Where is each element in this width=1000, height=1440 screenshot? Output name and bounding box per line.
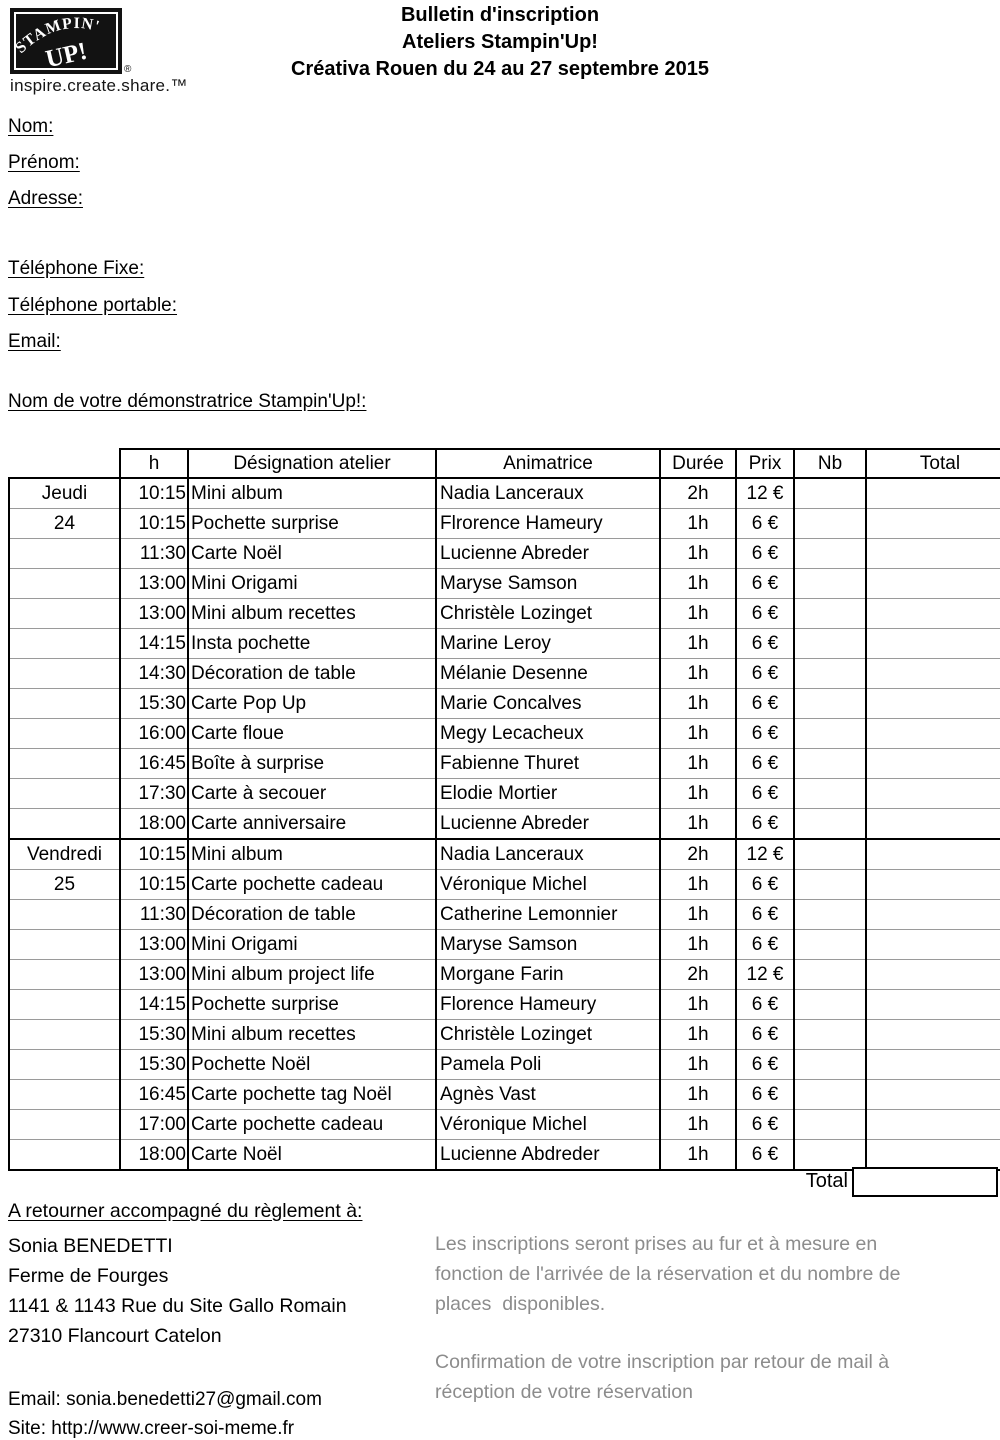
address-line: 27310 Flancourt Catelon [8, 1325, 222, 1347]
duration-cell: 1h [660, 1140, 736, 1171]
duration-cell: 1h [660, 779, 736, 809]
time-cell: 14:15 [120, 990, 188, 1020]
nb-cell[interactable] [794, 1110, 866, 1140]
nb-cell[interactable] [794, 509, 866, 539]
animator-cell: Véronique Michel [436, 870, 660, 900]
time-cell: 15:30 [120, 689, 188, 719]
workshop-cell: Mini Origami [188, 930, 436, 960]
workshop-cell: Boîte à surprise [188, 749, 436, 779]
total-cell[interactable] [866, 749, 1000, 779]
nb-cell[interactable] [794, 599, 866, 629]
nb-cell[interactable] [794, 629, 866, 659]
total-cell[interactable] [866, 960, 1000, 990]
form-field-label: Prénom: [8, 152, 80, 173]
day-cell [9, 539, 120, 569]
form-field-label: Nom: [8, 116, 54, 137]
time-cell: 18:00 [120, 809, 188, 840]
total-value-box[interactable] [852, 1167, 998, 1197]
animator-cell: Lucienne Abreder [436, 809, 660, 840]
time-cell: 17:00 [120, 1110, 188, 1140]
workshop-cell: Mini album [188, 839, 436, 870]
document-title [0, 2, 1000, 83]
nb-cell[interactable] [794, 569, 866, 599]
address-line: Sonia BENEDETTI [8, 1235, 173, 1257]
time-cell: 18:00 [120, 1140, 188, 1171]
price-cell: 12 € [736, 478, 794, 509]
workshop-cell: Carte pochette cadeau [188, 870, 436, 900]
column-header: h [120, 449, 188, 478]
day-column-header [9, 449, 120, 478]
workshop-cell: Décoration de table [188, 659, 436, 689]
nb-cell[interactable] [794, 960, 866, 990]
title-line: Ateliers Stampin'Up! [402, 31, 598, 53]
total-cell[interactable] [866, 689, 1000, 719]
day-cell [9, 1140, 120, 1171]
return-instructions-heading: A retourner accompagné du règlement à: [8, 1200, 363, 1222]
time-cell: 17:30 [120, 779, 188, 809]
price-cell: 6 € [736, 930, 794, 960]
time-cell: 10:15 [120, 478, 188, 509]
price-cell: 6 € [736, 719, 794, 749]
total-cell[interactable] [866, 779, 1000, 809]
total-cell[interactable] [866, 509, 1000, 539]
column-header: Désignation atelier [188, 449, 436, 478]
workshop-row [9, 900, 1000, 930]
workshop-row [9, 599, 1000, 629]
nb-cell[interactable] [794, 900, 866, 930]
workshop-cell: Mini album recettes [188, 1020, 436, 1050]
workshop-schedule-table [8, 448, 1000, 1171]
price-cell: 6 € [736, 1140, 794, 1171]
workshop-row [9, 569, 1000, 599]
day-cell [9, 689, 120, 719]
title-line: Créativa Rouen du 24 au 27 septembre 2015 [291, 58, 709, 80]
return-address [8, 1231, 347, 1351]
total-cell[interactable] [866, 539, 1000, 569]
nb-cell[interactable] [794, 478, 866, 509]
workshop-cell: Mini album project life [188, 960, 436, 990]
duration-cell: 1h [660, 930, 736, 960]
note-paragraph: Les inscriptions seront prises au fur et à mesure en fonction de l'arrivée de la réservation et du nombre de places disponibles. [435, 1233, 906, 1315]
workshop-row [9, 960, 1000, 990]
total-cell[interactable] [866, 659, 1000, 689]
workshop-row [9, 990, 1000, 1020]
column-header: Animatrice [436, 449, 660, 478]
duration-cell: 1h [660, 509, 736, 539]
nb-cell[interactable] [794, 839, 866, 870]
workshop-row [9, 1080, 1000, 1110]
workshop-cell: Pochette surprise [188, 509, 436, 539]
price-cell: 6 € [736, 1110, 794, 1140]
time-cell: 13:00 [120, 569, 188, 599]
nb-cell[interactable] [794, 659, 866, 689]
workshop-cell: Mini album [188, 478, 436, 509]
price-cell: 6 € [736, 689, 794, 719]
time-cell: 16:45 [120, 749, 188, 779]
time-cell: 15:30 [120, 1020, 188, 1050]
duration-cell: 1h [660, 599, 736, 629]
duration-cell: 1h [660, 629, 736, 659]
workshop-cell: Carte pochette cadeau [188, 1110, 436, 1140]
animator-cell: Maryse Samson [436, 930, 660, 960]
nb-cell[interactable] [794, 749, 866, 779]
animator-cell: Nadia Lanceraux [436, 478, 660, 509]
price-cell: 6 € [736, 1020, 794, 1050]
table-body [9, 478, 1000, 1170]
time-cell: 16:00 [120, 719, 188, 749]
time-cell: 13:00 [120, 960, 188, 990]
time-cell: 14:30 [120, 659, 188, 689]
column-header: Durée [660, 449, 736, 478]
workshop-row [9, 719, 1000, 749]
price-cell: 6 € [736, 779, 794, 809]
animator-cell: Véronique Michel [436, 1110, 660, 1140]
day-cell [9, 1110, 120, 1140]
total-cell[interactable] [866, 870, 1000, 900]
time-cell: 13:00 [120, 599, 188, 629]
nb-cell[interactable] [794, 1050, 866, 1080]
total-cell[interactable] [866, 1110, 1000, 1140]
nb-cell[interactable] [794, 1140, 866, 1171]
animator-cell: Pamela Poli [436, 1050, 660, 1080]
workshop-cell: Carte floue [188, 719, 436, 749]
workshop-cell: Insta pochette [188, 629, 436, 659]
duration-cell: 1h [660, 870, 736, 900]
workshop-row [9, 1140, 1000, 1171]
duration-cell: 1h [660, 539, 736, 569]
nb-cell[interactable] [794, 930, 866, 960]
form-field-label: Téléphone Fixe: [8, 258, 145, 279]
total-cell[interactable] [866, 930, 1000, 960]
logo-brand-top: STAMPIN' [12, 14, 103, 57]
animator-cell: Lucienne Abreder [436, 539, 660, 569]
total-cell[interactable] [866, 478, 1000, 509]
duration-cell: 1h [660, 809, 736, 840]
day-cell: 24 [9, 509, 120, 539]
workshop-cell: Carte Noël [188, 1140, 436, 1171]
animator-cell: Christèle Lozinget [436, 599, 660, 629]
day-cell [9, 1050, 120, 1080]
total-row [8, 1167, 998, 1199]
price-cell: 6 € [736, 539, 794, 569]
duration-cell: 1h [660, 1050, 736, 1080]
price-cell: 6 € [736, 749, 794, 779]
total-cell[interactable] [866, 719, 1000, 749]
duration-cell: 1h [660, 719, 736, 749]
animator-cell: Flrorence Hameury [436, 509, 660, 539]
day-cell [9, 900, 120, 930]
workshop-row [9, 629, 1000, 659]
duration-cell: 2h [660, 960, 736, 990]
price-cell: 12 € [736, 960, 794, 990]
day-cell [9, 779, 120, 809]
day-cell: Jeudi [9, 478, 120, 509]
day-cell: Vendredi [9, 839, 120, 870]
table-header [9, 449, 1000, 478]
table-header-row [9, 449, 1000, 478]
animator-cell: Florence Hameury [436, 990, 660, 1020]
workshop-cell: Carte Pop Up [188, 689, 436, 719]
animator-cell: Nadia Lanceraux [436, 839, 660, 870]
price-cell: 6 € [736, 809, 794, 840]
time-cell: 10:15 [120, 509, 188, 539]
total-cell[interactable] [866, 569, 1000, 599]
price-cell: 6 € [736, 1050, 794, 1080]
workshop-row [9, 779, 1000, 809]
total-cell[interactable] [866, 1140, 1000, 1171]
workshop-cell: Carte anniversaire [188, 809, 436, 840]
time-cell: 14:15 [120, 629, 188, 659]
total-cell[interactable] [866, 990, 1000, 1020]
animator-cell: Megy Lecacheux [436, 719, 660, 749]
duration-cell: 1h [660, 900, 736, 930]
price-cell: 12 € [736, 839, 794, 870]
address-line: 1141 & 1143 Rue du Site Gallo Romain [8, 1295, 347, 1317]
price-cell: 6 € [736, 509, 794, 539]
animator-cell: Marine Leroy [436, 629, 660, 659]
duration-cell: 2h [660, 839, 736, 870]
registered-trademark-icon: ® [124, 64, 132, 75]
workshop-row [9, 930, 1000, 960]
column-header: Total [866, 449, 1000, 478]
workshop-cell: Carte Noël [188, 539, 436, 569]
form-field-label: Adresse: [8, 188, 83, 209]
duration-cell: 1h [660, 749, 736, 779]
day-cell [9, 1020, 120, 1050]
email-line: Email: sonia.benedetti27@gmail.com [8, 1389, 322, 1410]
total-cell[interactable] [866, 900, 1000, 930]
day-cell [9, 960, 120, 990]
duration-cell: 1h [660, 1110, 736, 1140]
price-cell: 6 € [736, 1080, 794, 1110]
nb-cell[interactable] [794, 719, 866, 749]
day-cell [9, 659, 120, 689]
time-cell: 10:15 [120, 839, 188, 870]
workshop-row [9, 749, 1000, 779]
title-line: Bulletin d'inscription [400, 4, 600, 26]
day-cell: 25 [9, 870, 120, 900]
duration-cell: 2h [660, 478, 736, 509]
day-cell [9, 569, 120, 599]
workshop-cell: Décoration de table [188, 900, 436, 930]
nb-cell[interactable] [794, 809, 866, 840]
workshop-row [9, 1050, 1000, 1080]
workshop-row [9, 870, 1000, 900]
website-line: Site: http://www.creer-soi-meme.fr [8, 1418, 295, 1439]
total-cell[interactable] [866, 809, 1000, 840]
price-cell: 6 € [736, 629, 794, 659]
contact-info [8, 1385, 322, 1440]
price-cell: 6 € [736, 599, 794, 629]
nb-cell[interactable] [794, 1080, 866, 1110]
duration-cell: 1h [660, 659, 736, 689]
workshop-row [9, 509, 1000, 539]
form-field-label: Email: [8, 331, 61, 352]
day-cell [9, 809, 120, 840]
workshop-row [9, 1110, 1000, 1140]
workshop-cell: Mini album recettes [188, 599, 436, 629]
total-cell[interactable] [866, 1020, 1000, 1050]
total-cell[interactable] [866, 839, 1000, 870]
total-cell[interactable] [866, 1080, 1000, 1110]
day-cell [9, 599, 120, 629]
animator-cell: Fabienne Thuret [436, 749, 660, 779]
price-cell: 6 € [736, 569, 794, 599]
animator-cell: Catherine Lemonnier [436, 900, 660, 930]
workshop-row [9, 659, 1000, 689]
animator-cell: Mélanie Desenne [436, 659, 660, 689]
time-cell: 10:15 [120, 870, 188, 900]
nb-cell[interactable] [794, 779, 866, 809]
workshop-cell: Pochette surprise [188, 990, 436, 1020]
form-field-label: Téléphone portable: [8, 295, 178, 316]
nb-cell[interactable] [794, 990, 866, 1020]
total-label: Total [805, 1170, 848, 1192]
logo-tagline: inspire.create.share.™ [10, 76, 188, 95]
workshop-row [9, 478, 1000, 509]
time-cell: 11:30 [120, 900, 188, 930]
total-cell[interactable] [866, 629, 1000, 659]
column-header: Nb [794, 449, 866, 478]
workshop-row [9, 1020, 1000, 1050]
nb-cell[interactable] [794, 870, 866, 900]
column-header: Prix [736, 449, 794, 478]
day-cell [9, 719, 120, 749]
day-cell [9, 990, 120, 1020]
registration-notes [435, 1229, 932, 1435]
total-cell[interactable] [866, 1050, 1000, 1080]
nb-cell[interactable] [794, 689, 866, 719]
time-cell: 11:30 [120, 539, 188, 569]
animator-cell: Agnès Vast [436, 1080, 660, 1110]
nb-cell[interactable] [794, 539, 866, 569]
day-cell [9, 930, 120, 960]
workshop-cell: Mini Origami [188, 569, 436, 599]
animator-cell: Marie Concalves [436, 689, 660, 719]
price-cell: 6 € [736, 900, 794, 930]
logo-brand-bottom: UP! [43, 37, 90, 74]
form-field-label: Nom de votre démonstratrice Stampin'Up!: [8, 391, 367, 412]
time-cell: 16:45 [120, 1080, 188, 1110]
workshop-row [9, 689, 1000, 719]
duration-cell: 1h [660, 1020, 736, 1050]
animator-cell: Elodie Mortier [436, 779, 660, 809]
workshop-cell: Pochette Noël [188, 1050, 436, 1080]
duration-cell: 1h [660, 1080, 736, 1110]
price-cell: 6 € [736, 990, 794, 1020]
day-cell [9, 1080, 120, 1110]
day-cell [9, 749, 120, 779]
workshop-row [9, 539, 1000, 569]
time-cell: 15:30 [120, 1050, 188, 1080]
duration-cell: 1h [660, 689, 736, 719]
price-cell: 6 € [736, 659, 794, 689]
note-paragraph: Confirmation de votre inscription par retour de mail à réception de votre réservation [435, 1351, 895, 1403]
total-cell[interactable] [866, 599, 1000, 629]
duration-cell: 1h [660, 569, 736, 599]
animator-cell: Maryse Samson [436, 569, 660, 599]
workshop-row [9, 809, 1000, 840]
animator-cell: Morgane Farin [436, 960, 660, 990]
price-cell: 6 € [736, 870, 794, 900]
animator-cell: Lucienne Abdreder [436, 1140, 660, 1171]
address-line: Ferme de Fourges [8, 1265, 169, 1287]
workshop-row [9, 839, 1000, 870]
nb-cell[interactable] [794, 1020, 866, 1050]
day-cell [9, 629, 120, 659]
workshop-cell: Carte à secouer [188, 779, 436, 809]
animator-cell: Christèle Lozinget [436, 1020, 660, 1050]
duration-cell: 1h [660, 990, 736, 1020]
time-cell: 13:00 [120, 930, 188, 960]
workshop-cell: Carte pochette tag Noël [188, 1080, 436, 1110]
